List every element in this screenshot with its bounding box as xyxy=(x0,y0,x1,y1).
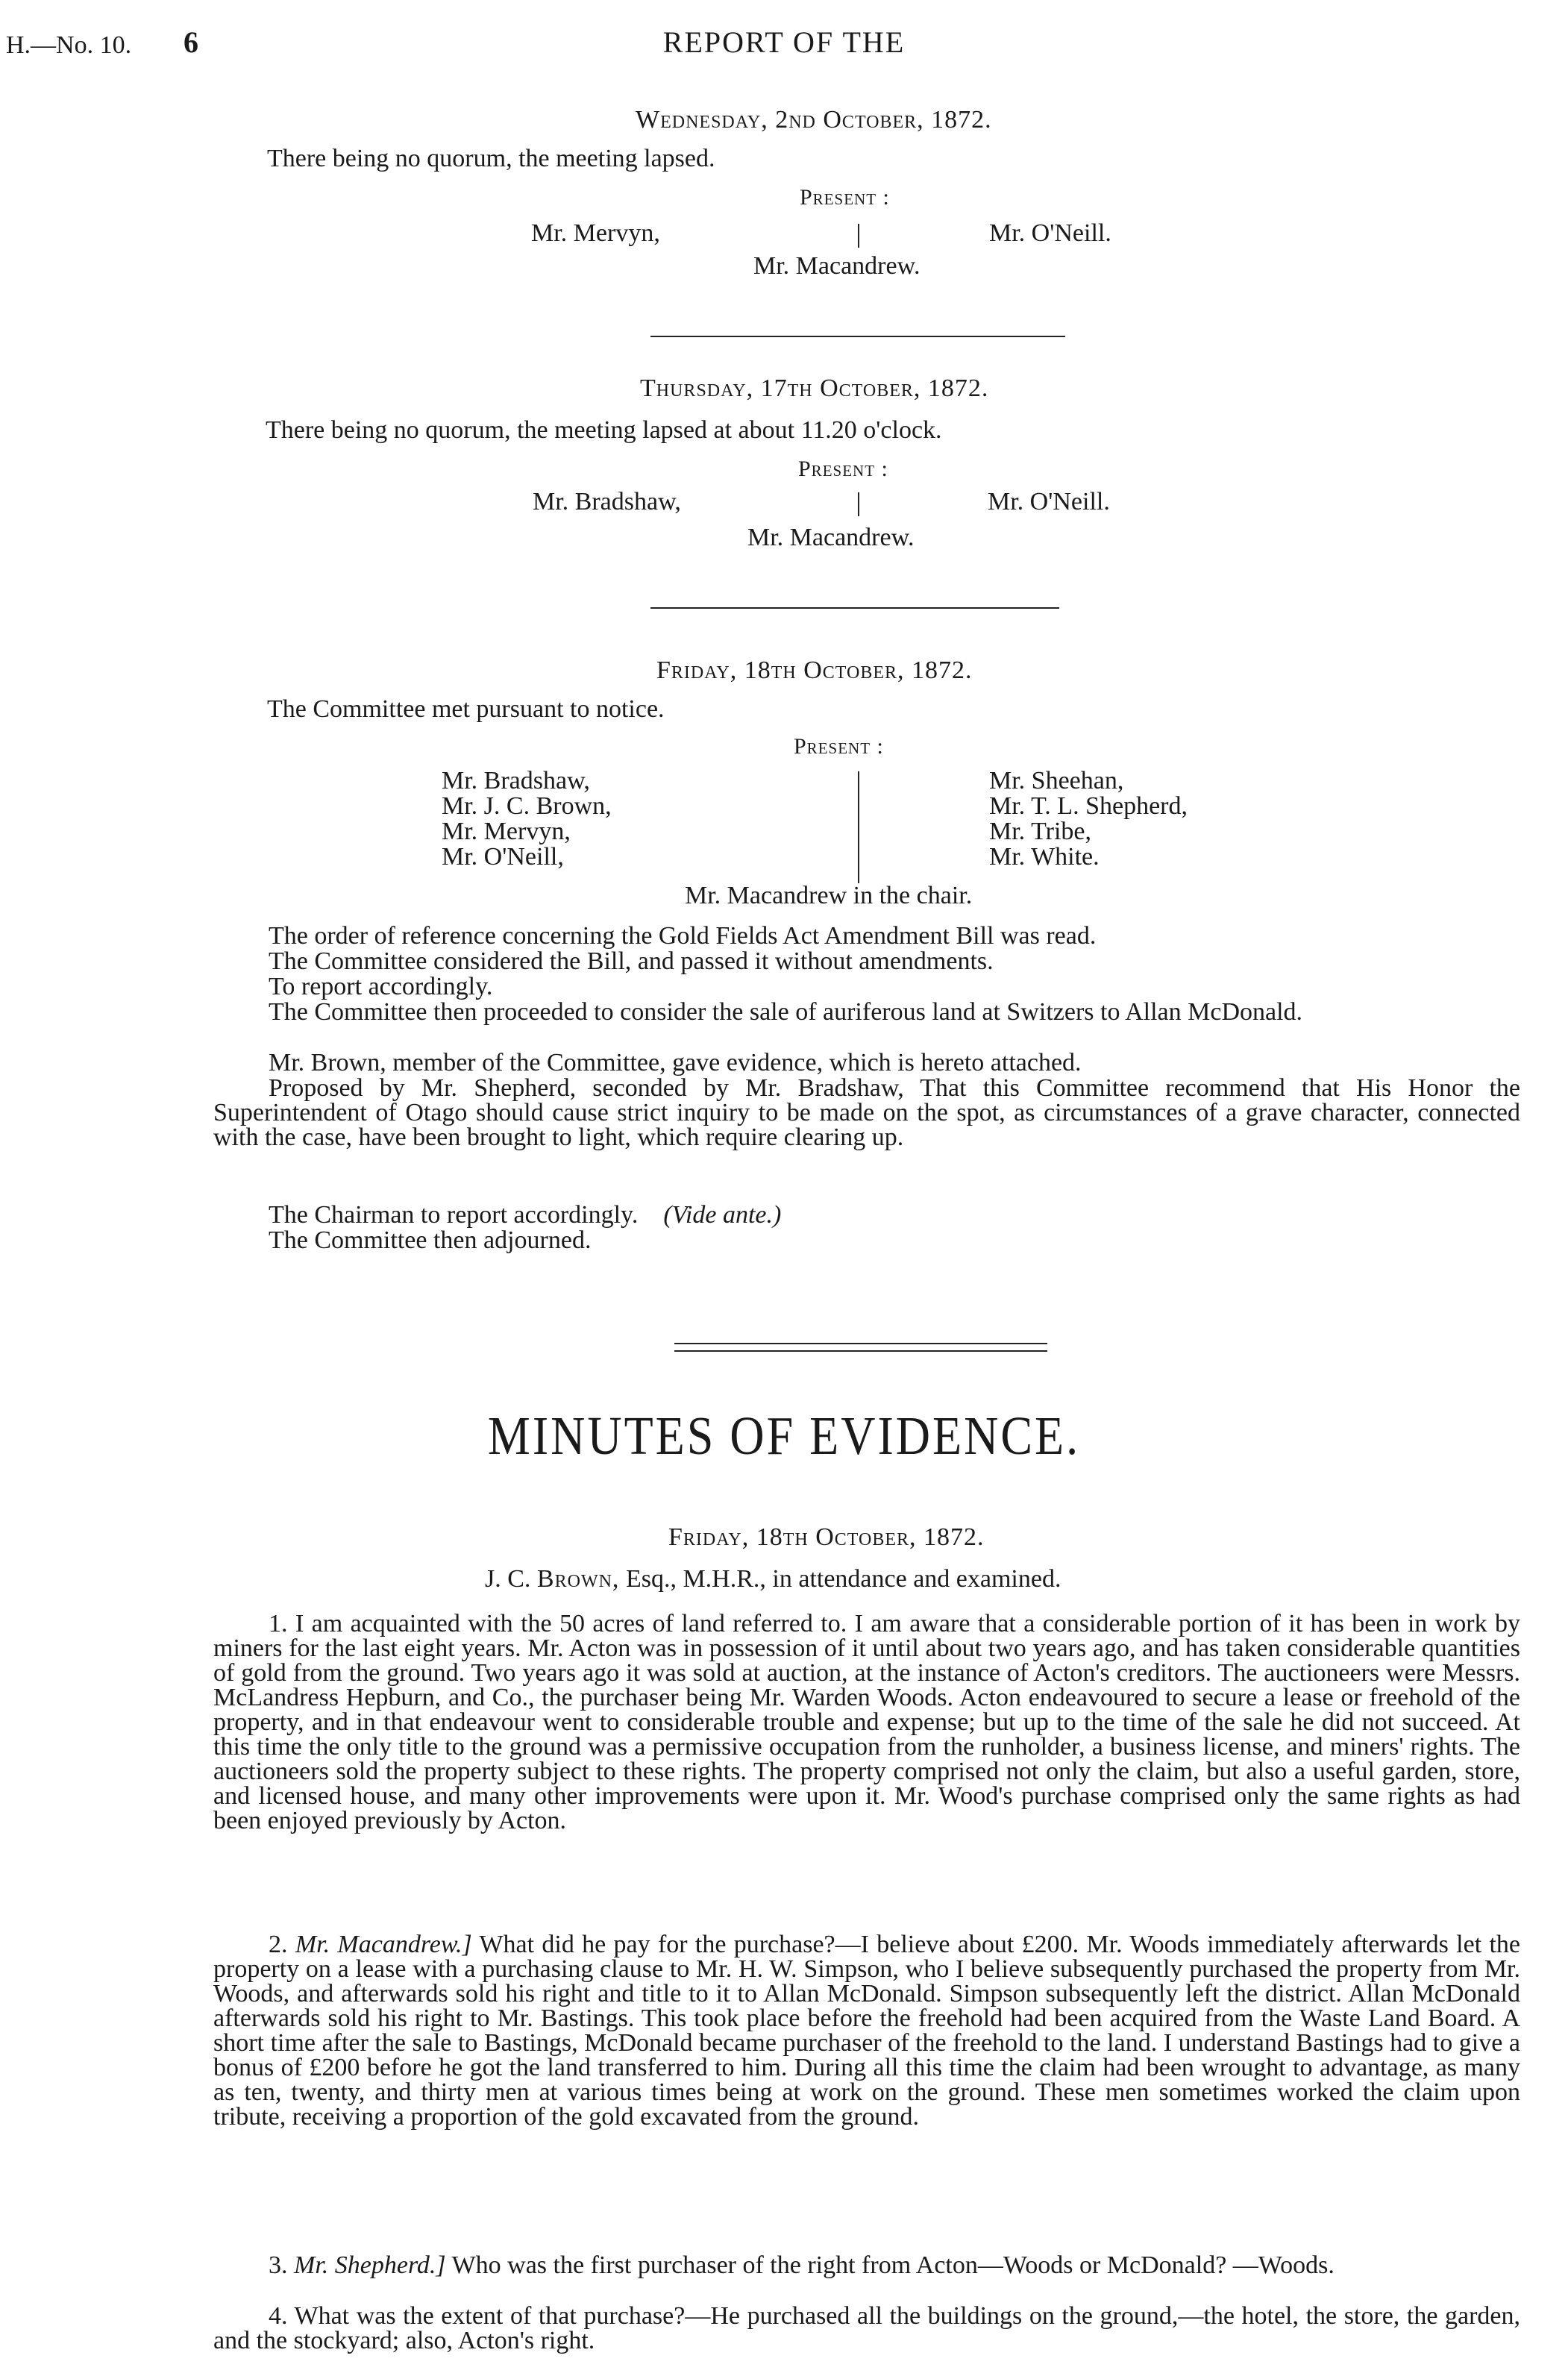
vide-ante: (Vide ante.) xyxy=(663,1201,782,1229)
meeting-2-date: Thursday, 17th October, 1872. xyxy=(640,374,989,402)
meeting-1-date: Wednesday, 2nd October, 1872. xyxy=(636,106,992,134)
meeting-3-present-label: Present : xyxy=(794,734,884,759)
proceeding-1: The order of reference concerning the Gold Fields Act Amendment Bill was read. xyxy=(269,922,1097,950)
speaker-shepherd: Mr. Shepherd.] xyxy=(294,2251,446,2279)
meeting-3-date: Friday, 18th October, 1872. xyxy=(656,656,973,684)
member-right-1: Mr. Sheehan, xyxy=(989,767,1124,794)
proceeding-5: Mr. Brown, member of the Committee, gave evidence, which is hereto attached. xyxy=(269,1049,1082,1076)
meeting-3-note: The Committee met pursuant to notice. xyxy=(267,695,665,723)
members-divider xyxy=(858,771,859,883)
meeting-2-member-right: Mr. O'Neill. xyxy=(988,488,1110,515)
page-number: 6 xyxy=(184,25,198,59)
meeting-1-member-right: Mr. O'Neill. xyxy=(989,219,1111,247)
meeting-2-member-bottom: Mr. Macandrew. xyxy=(747,524,915,551)
member-right-3: Mr. Tribe, xyxy=(989,818,1091,845)
speaker-macandrew: Mr. Macandrew.] xyxy=(295,1931,472,1958)
meeting-1-member-left: Mr. Mervyn, xyxy=(531,219,660,247)
double-rule-bottom xyxy=(674,1350,1047,1352)
evidence-date: Friday, 18th October, 1872. xyxy=(668,1523,985,1551)
meeting-2-member-left: Mr. Bradshaw, xyxy=(533,488,681,515)
witness-name: Brown, xyxy=(536,1565,620,1593)
evidence-heading: MINUTES OF EVIDENCE. xyxy=(487,1405,1081,1467)
double-rule-top xyxy=(674,1343,1047,1344)
proceeding-4: The Committee then proceeded to consider the sale of auriferous land at Switzers to Allan McDonald. xyxy=(269,998,1303,1026)
member-right-4: Mr. White. xyxy=(989,843,1100,871)
adjourned-line: The Committee then adjourned. xyxy=(269,1226,592,1254)
meeting-2-present-label: Present : xyxy=(798,457,888,481)
witness-line: J. C. Brown, Esq., M.H.R., in attendance and examined. xyxy=(485,1565,1061,1593)
proceeding-2: The Committee considered the Bill, and passed it without amendments. xyxy=(269,947,994,975)
meeting-1-divider xyxy=(858,224,859,248)
chair-line: Mr. Macandrew in the chair. xyxy=(685,882,973,909)
evidence-paragraph-1: 1. I am acquainted with the 50 acres of land referred to. I am aware that a considerable portion of it has been in work by miners for the last eight years. Mr. Acton was in possession of it until about two years ago, and has taken considerable quantities of gold from the ground. Two years ago it was sold at auction, at the instance of Acton's creditors. The auctioneers were Messrs. McLandress Hepburn, and Co., the purchaser being Mr. Warden Woods. Acton endeavoured to secure a lease or freehold of the property, and in that endeavour went to considerable trouble and expense; but up to the time of the sale he did not succeed. At this time the only title to the ground was a permissive occupation from the runholder, a business license, and miners' rights. The auctioneers sold the property subject to these rights. The property comprised not only the claim, but also a useful garden, store, and licensed house, and many other improvements were upon it. Mr. Wood's purchase comprised only the same rights as had been enjoyed previously by Acton. xyxy=(213,1610,1520,1834)
member-left-3: Mr. Mervyn, xyxy=(442,818,571,845)
meeting-1-present-label: Present : xyxy=(800,185,890,210)
member-left-2: Mr. J. C. Brown, xyxy=(442,792,612,820)
meeting-2-note: There being no quorum, the meeting lapsed at about 11.20 o'clock. xyxy=(266,416,942,444)
member-right-2: Mr. T. L. Shepherd, xyxy=(989,792,1188,820)
page-title: REPORT OF THE xyxy=(662,25,906,59)
meeting-1-member-bottom: Mr. Macandrew. xyxy=(753,252,921,280)
proceeding-3: To report accordingly. xyxy=(269,973,493,1000)
separator-rule xyxy=(650,336,1065,337)
meeting-1-note: There being no quorum, the meeting lapsed. xyxy=(267,145,715,172)
evidence-paragraph-2: 2. Mr. Macandrew.] What did he pay for the purchase?—I believe about £200. Mr. Woods immediately afterwards let the property on a lease with a purchasing clause to Mr. H. W. Simpson, who I believe subsequently purchased the property from Mr. Woods, and afterwards sold his right and title to it to Allan McDonald. Simpson subsequently left the district. Allan McDonald afterwards sold his right to Mr. Bastings. This took place before the freehold had been acquired from the Waste Land Board. A short time after the sale to Bastings, McDonald became purchaser of the freehold to the land. I understand Bastings had to give a bonus of £200 before he got the land transferred to him. During all this time the claim had been wrought to advantage, as many as ten, twenty, and thirty men at various times being at work on the ground. These men sometimes worked the claim upon tribute, receiving a proportion of the gold excavated from the ground. xyxy=(213,1931,1521,2131)
chairman-line: The Chairman to report accordingly. (Vide ante.) xyxy=(269,1201,782,1229)
member-left-1: Mr. Bradshaw, xyxy=(442,767,590,794)
separator-rule xyxy=(650,607,1059,609)
proceeding-6: Proposed by Mr. Shepherd, seconded by Mr. Bradshaw, That this Committee recommend that His Honor the Superintendent of Otago should cause strict inquiry to be made on the spot, as circumstances of a grave character, connected with the case, have been brought to light, which require clearing up. xyxy=(213,1074,1520,1151)
page-ref: H.—No. 10. xyxy=(6,31,132,59)
meeting-2-divider xyxy=(858,492,859,516)
evidence-paragraph-3: 3. Mr. Shepherd.] Who was the first purchaser of the right from Acton—Woods or McDonald? —Woods. xyxy=(269,2251,1335,2279)
evidence-paragraph-4: 4. What was the extent of that purchase?—He purchased all the buildings on the ground,—the hotel, the store, the garden, and the stockyard; also, Acton's right. xyxy=(213,2302,1521,2354)
member-left-4: Mr. O'Neill, xyxy=(442,843,564,871)
